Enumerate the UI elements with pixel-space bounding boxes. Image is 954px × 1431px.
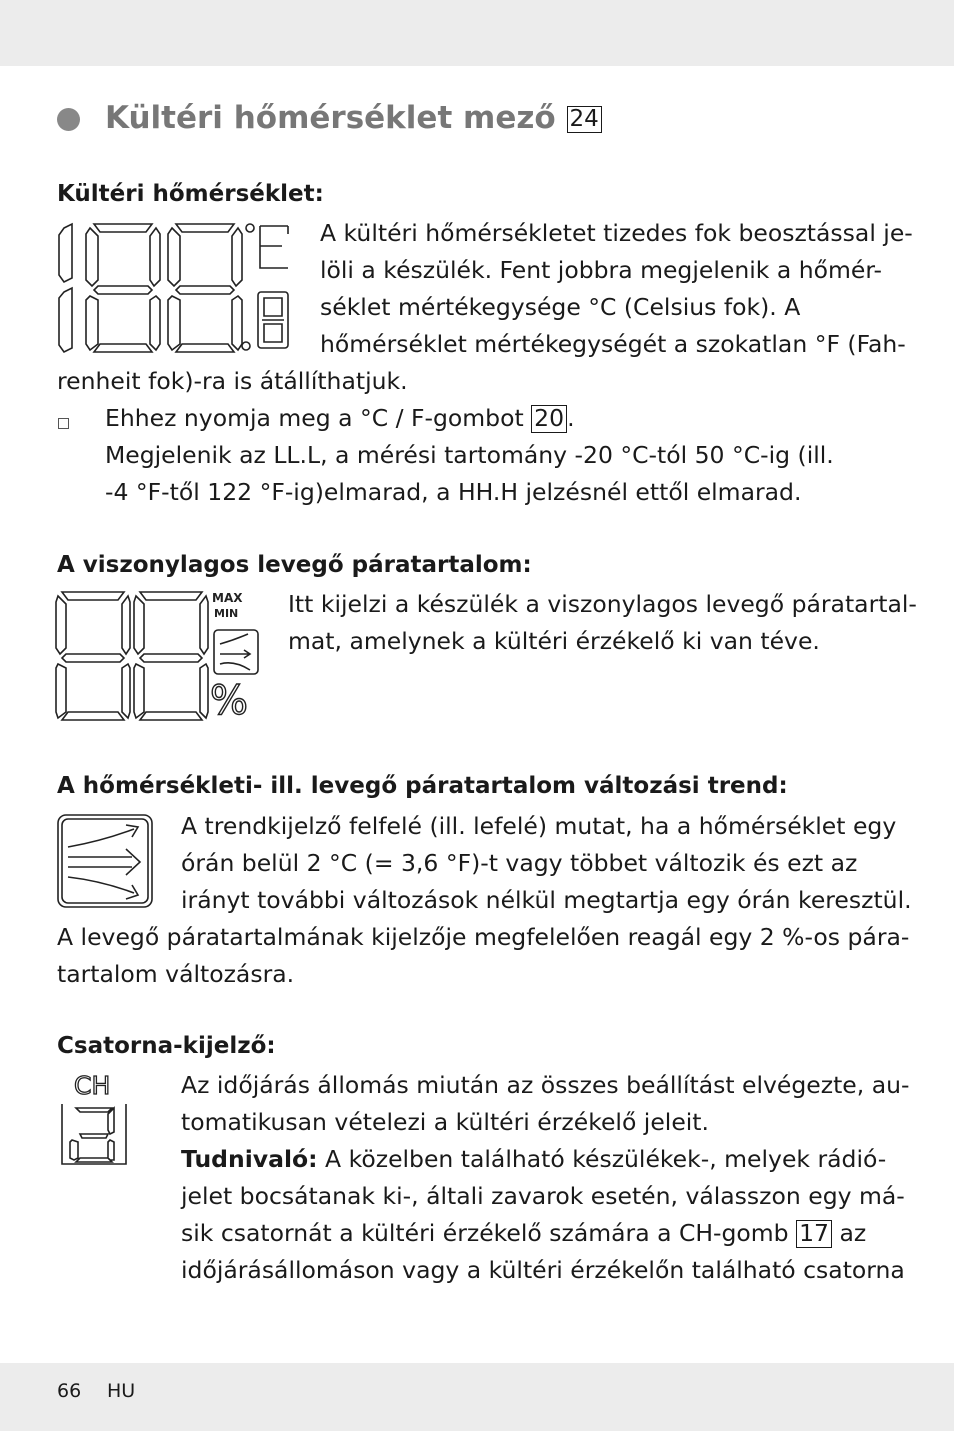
step-checkbox-icon: [58, 418, 69, 429]
ch-label: CH: [74, 1071, 111, 1100]
ref-box: 17: [796, 1220, 832, 1248]
language-code: HU: [107, 1380, 136, 1402]
step-line-2: Megjelenik az LL.L, a mérési tartomány -20 °C-tól 50 °C-ig (ill.: [105, 441, 834, 469]
heading-trend: A hőmérsékleti- ill. levegő páratartalom változási trend:: [57, 773, 788, 799]
outdoor-temp-line-3: séklet mértékegysége °C (Celsius fok). A: [320, 293, 801, 321]
bullet-icon: [57, 108, 80, 131]
outdoor-temp-line-4: hőmérséklet mértékegységét a szokatlan °F (Fah-: [320, 330, 906, 358]
heading-outdoor-temp: Kültéri hőmérséklet:: [57, 181, 324, 207]
page-number: 66: [57, 1380, 82, 1402]
channel-line-1: Az időjárás állomás miután az összes beállítást elvégezte, au-: [181, 1071, 910, 1099]
max-label: MAX: [212, 591, 243, 605]
temperature-lcd-icon: [56, 220, 296, 355]
heading-humidity: A viszonylagos levegő páratartalom:: [57, 552, 532, 578]
outdoor-temp-line-2: löli a készülék. Fent jobbra megjelenik a hőmér-: [320, 256, 882, 284]
humidity-line-1: Itt kijelzi a készülék a viszonylagos levegő páratartal-: [288, 590, 917, 618]
min-label: MIN: [214, 607, 239, 620]
trend-line-4: A levegő páratartalmának kijelzője megfelelően reagál egy 2 %-os pára-: [57, 923, 910, 951]
channel-line-2: tomatikusan vételezi a kültéri érzékelő jeleit.: [181, 1108, 709, 1136]
page-title: Kültéri hőmérséklet mező 24: [105, 100, 602, 136]
heading-channel: Csatorna-kijelző:: [57, 1033, 276, 1059]
humidity-lcd-icon: [56, 588, 266, 723]
bottom-band: [0, 1363, 954, 1431]
outdoor-temp-line-5: renheit fok)-ra is átállíthatjuk.: [57, 367, 408, 395]
note-line-1: Tudnivaló: A közelben található készülékek-, melyek rádió-: [181, 1145, 887, 1173]
note-line-2: jelet bocsátanak ki-, általi zavarok esetén, válasszon egy má-: [181, 1182, 905, 1210]
trend-line-5: tartalom változásra.: [57, 960, 295, 988]
top-band: [0, 0, 954, 66]
note-line-3: sik csatornát a kültéri érzékelő számára a CH-gomb 17 az: [181, 1219, 867, 1247]
percent-symbol: %: [210, 678, 249, 724]
ref-box: 20: [531, 405, 567, 433]
trend-arrows-icon: [56, 813, 156, 911]
channel-lcd-icon: [58, 1068, 130, 1168]
ref-box: 24: [567, 106, 602, 133]
trend-line-1: A trendkijelző felfelé (ill. lefelé) mutat, ha a hőmérséklet egy: [181, 812, 897, 840]
note-line-4: időjárásállomáson vagy a kültéri érzékelőn található csatorna: [181, 1256, 905, 1284]
step-line-1: Ehhez nyomja meg a °C / F-gombot 20 .: [105, 404, 575, 432]
step-line-3: -4 °F-től 122 °F-ig)elmarad, a HH.H jelzésnél ettől elmarad.: [105, 478, 802, 506]
outdoor-temp-line-1: A kültéri hőmérsékletet tizedes fok beosztással je-: [320, 219, 913, 247]
trend-line-3: irányt további változások nélkül megtartja egy órán keresztül.: [181, 886, 912, 914]
humidity-line-2: mat, amelynek a kültéri érzékelő ki van téve.: [288, 627, 820, 655]
trend-line-2: órán belül 2 °C (= 3,6 °F)-t vagy többet változik és ezt az: [181, 849, 858, 877]
note-label: Tudnivaló:: [181, 1145, 318, 1173]
